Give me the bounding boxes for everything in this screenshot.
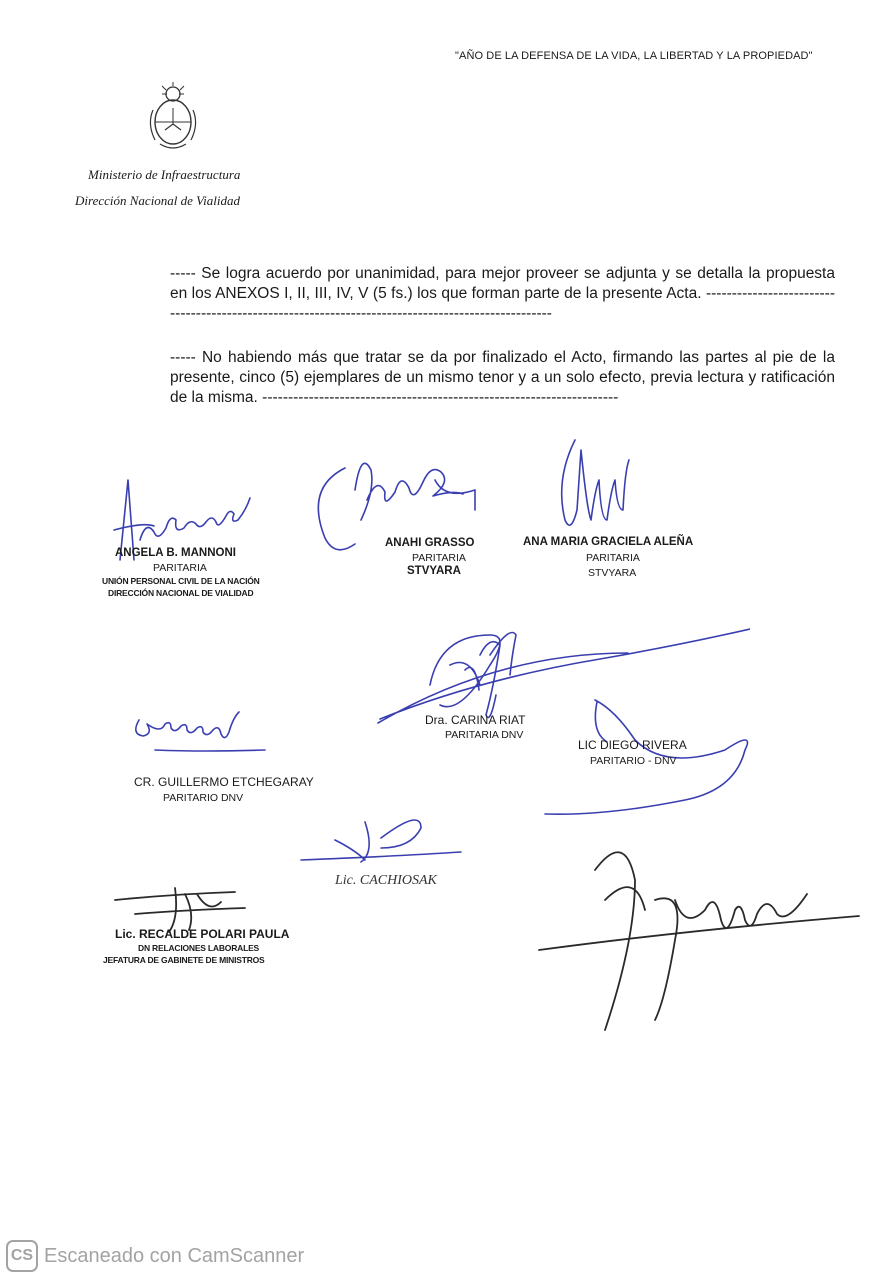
signer-org-alena: STVYARA <box>588 567 637 579</box>
signer-org-mannoni-1: UNIÓN PERSONAL CIVIL DE LA NACIÓN <box>102 576 260 586</box>
signer-org-mannoni-2: DIRECCIÓN NACIONAL DE VIALIDAD <box>108 588 254 598</box>
signer-name-alena: ANA MARIA GRACIELA ALEÑA <box>523 536 694 548</box>
signer-name-mannoni: ANGELA B. MANNONI <box>115 547 236 559</box>
signer-name-rivera: LIC DIEGO RIVERA <box>578 738 687 752</box>
document-motto: "AÑO DE LA DEFENSA DE LA VIDA, LA LIBERTAD Y LA PROPIEDAD" <box>455 50 813 62</box>
signature-alena <box>545 430 645 540</box>
signer-name-riat: Dra. CARINA RIAT <box>425 713 526 727</box>
ministry-name: Ministerio de Infraestructura <box>88 167 241 182</box>
signer-name-etchegaray: CR. GUILLERMO ETCHEGARAY <box>134 775 314 789</box>
signer-name-grasso: ANAHI GRASSO <box>385 537 475 549</box>
signer-name-recalde: Lic. RECALDE POLARI PAULA <box>115 927 290 941</box>
camscanner-logo-icon: CS <box>6 1240 38 1272</box>
scanner-watermark <box>6 1240 304 1272</box>
signer-org-grasso: STVYARA <box>407 565 461 577</box>
signer-org-recalde-2: JEFATURA DE GABINETE DE MINISTROS <box>103 955 265 965</box>
signature-large-unlabeled <box>535 840 865 1040</box>
paragraph-closing: ----- No habiendo más que tratar se da por finalizado el Acto, firmando las partes al pie de la presente, cinco (5) ejemplares de un mismo tenor y a un solo efecto, previa lectura y ratificación de la misma. --------------------------------------------------------------------- <box>170 349 835 406</box>
signer-role-grasso: PARITARIA <box>412 552 466 564</box>
signer-role-mannoni: PARITARIA <box>153 562 207 574</box>
signer-role-alena: PARITARIA <box>586 552 640 564</box>
signer-name-cachiosak: Lic. CACHIOSAK <box>335 873 437 888</box>
signer-org-recalde-1: DN RELACIONES LABORALES <box>138 943 260 953</box>
paragraph-agreement: ----- Se logra acuerdo por unanimidad, para mejor proveer se adjunta y se detalla la propuesta en los ANEXOS I, II, III, IV, V (5 fs.) los que forman parte de la presente Acta. --------------------------------------------------------------------------------------------------- <box>170 265 835 322</box>
signer-role-rivera: PARITARIO - DNV <box>590 755 677 767</box>
signer-role-riat: PARITARIA DNV <box>445 729 524 741</box>
coat-of-arms-icon <box>140 80 206 152</box>
agency-name: Dirección Nacional de Vialidad <box>75 193 240 208</box>
scanner-watermark-text: Escaneado con CamScanner <box>44 1244 305 1267</box>
signer-role-etchegaray: PARITARIO DNV <box>163 792 244 804</box>
signature-etchegaray <box>125 700 285 760</box>
